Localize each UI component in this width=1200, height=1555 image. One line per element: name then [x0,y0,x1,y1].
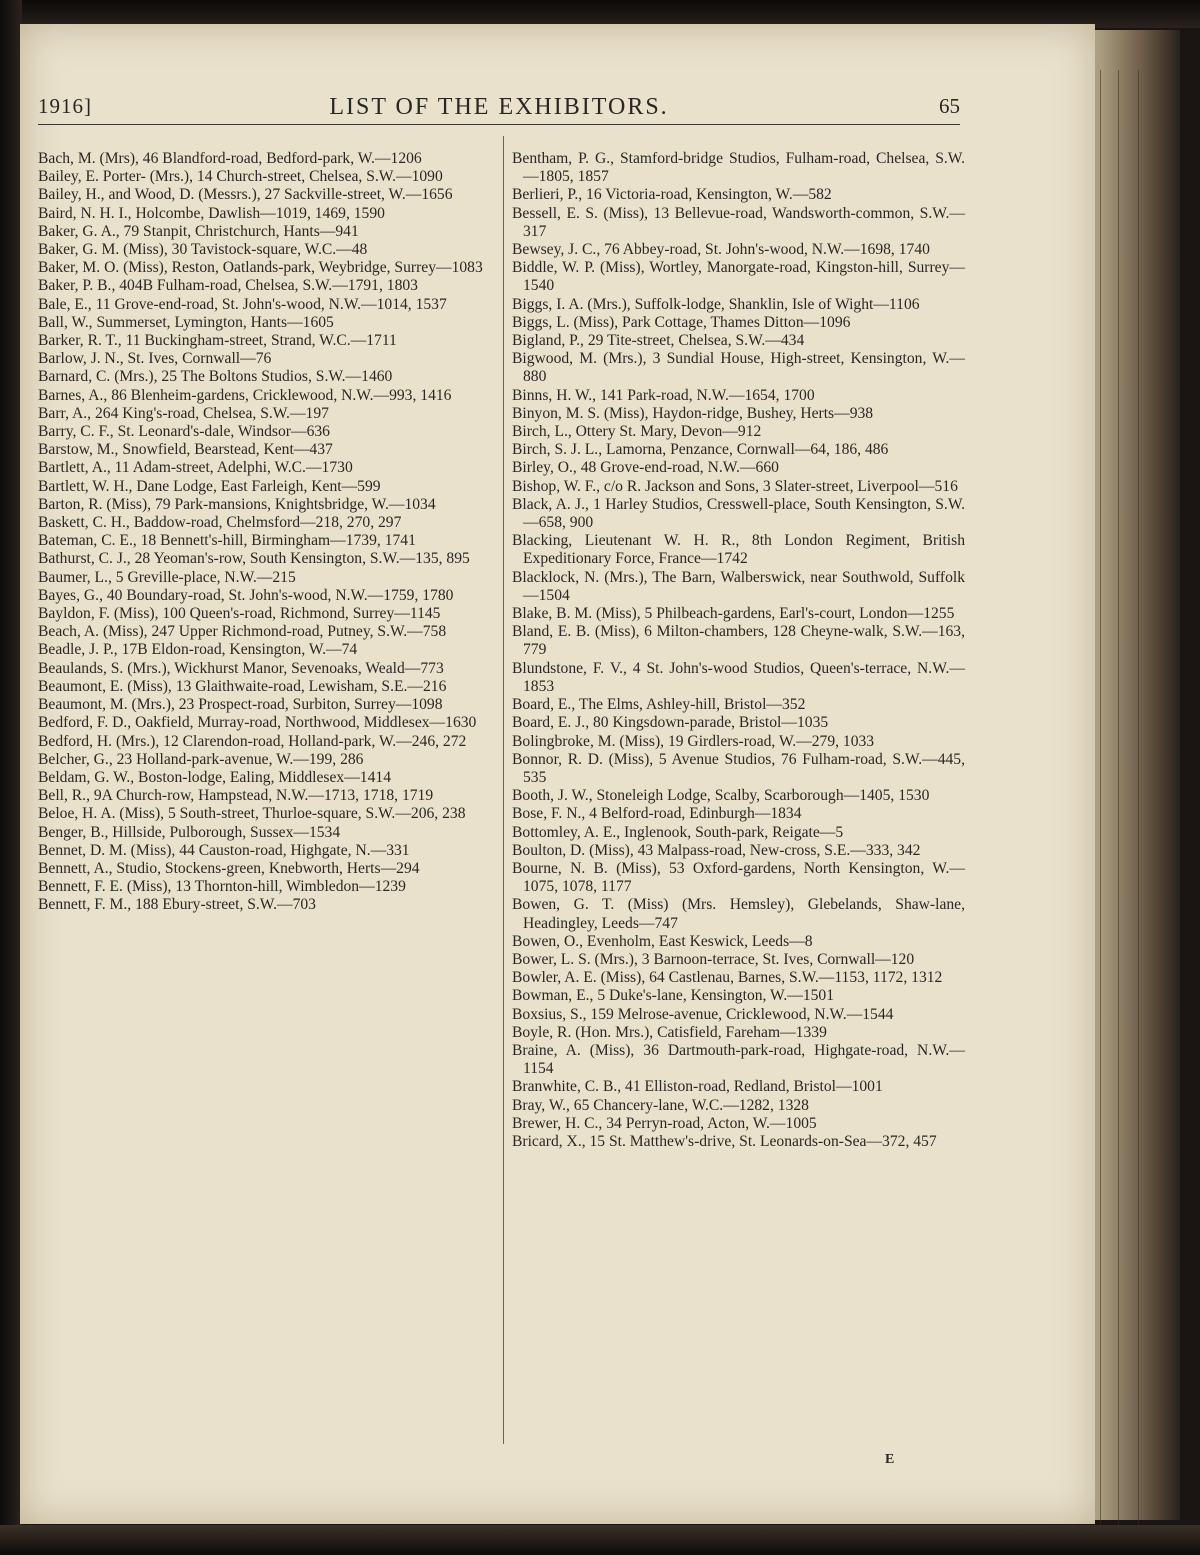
exhibitor-entry: Bedford, H. (Mrs.), 12 Clarendon-road, Holland-park, W.—246, 272 [38,732,467,750]
signature-mark: E [885,1452,895,1467]
exhibitor-entry: Birch, S. J. L., Lamorna, Penzance, Cornwall—64, 186, 486 [512,441,889,459]
book-cover-left [0,0,22,1555]
exhibitor-entry: Baskett, C. H., Baddow-road, Chelmsford—218, 270, 297 [38,514,402,532]
exhibitor-entry: Bigland, P., 29 Tite-street, Chelsea, S.W.—434 [512,332,805,350]
exhibitor-entry: Board, E., The Elms, Ashley-hill, Bristol—352 [512,696,806,714]
exhibitor-entry: Bower, L. S. (Mrs.), 3 Barnoon-terrace, St. Ives, Cornwall—120 [512,950,915,968]
exhibitor-entry: Beloe, H. A. (Miss), 5 South-street, Thurloe-square, S.W.—206, 238 [38,805,466,823]
exhibitor-entry: Baker, G. A., 79 Stanpit, Christchurch, Hants—941 [38,222,359,240]
exhibitor-entry: Bowler, A. E. (Miss), 64 Castlenau, Barnes, S.W.—1153, 1172, 1312 [512,969,943,987]
exhibitor-entry: Bach, M. (Mrs), 46 Blandford-road, Bedford-park, W.—1206 [38,150,422,167]
exhibitor-entry: Bishop, W. F., c/o R. Jackson and Sons, 3 Slater-street, Liverpool—516 [512,477,958,495]
header-rule [38,124,960,125]
exhibitor-entry: Branwhite, C. B., 41 Elliston-road, Redland, Bristol—1001 [512,1078,883,1096]
exhibitor-entry: Bedford, F. D., Oakfield, Murray-road, Northwood, Middlesex—1630 [38,714,477,732]
exhibitor-entry: Black, A. J., 1 Harley Studios, Cresswell-place, South Kensington, S.W.—658, 900 [512,495,965,532]
exhibitor-entry: Bewsey, J. C., 76 Abbey-road, St. John's-wood, N.W.—1698, 1740 [512,241,930,259]
exhibitor-entry: Binyon, M. S. (Miss), Haydon-ridge, Bushey, Herts—938 [512,404,874,422]
exhibitor-entry: Barnes, A., 86 Blenheim-gardens, Cricklewood, N.W.—993, 1416 [38,386,452,404]
exhibitor-entry: Beaumont, E. (Miss), 13 Glaithwaite-road, Lewisham, S.E.—216 [38,677,447,695]
exhibitor-entry: Blacklock, N. (Mrs.), The Barn, Walberswick, near Southwold, Suffolk—1504 [512,568,965,604]
exhibitor-entry: Bell, R., 9A Church-row, Hampstead, N.W.—1713, 1718, 1719 [38,787,434,805]
exhibitor-entry: Baker, P. B., 404B Fulham-road, Chelsea, S.W.—1791, 1803 [38,277,418,295]
exhibitor-entry: Birch, L., Ottery St. Mary, Devon—912 [512,423,762,441]
header-year: 1916] [38,94,92,118]
running-header [38,94,960,126]
exhibitor-entry: Baker, M. O. (Miss), Reston, Oatlands-park, Weybridge, Surrey—1083 [38,259,483,277]
exhibitor-entry: Bland, E. B. (Miss), 6 Milton-chambers, 128 Cheyne-walk, S.W.—163, 779 [512,623,965,659]
exhibitor-entry: Bowen, G. T. (Miss) (Mrs. Hemsley), Glebelands, Shaw-lane, Headingley, Leeds—747 [512,896,965,932]
exhibitor-entry: Bennett, A., Studio, Stockens-green, Knebworth, Herts—294 [38,859,420,877]
exhibitor-entry: Berlieri, P., 16 Victoria-road, Kensington, W.—582 [512,186,832,204]
page-number: 65 [939,94,960,118]
exhibitor-entry: Bottomley, A. E., Inglenook, South-park, Reigate—5 [512,823,844,841]
exhibitor-entry: Brewer, H. C., 34 Perryn-road, Acton, W.—1005 [512,1114,817,1132]
exhibitor-entry: Barlow, J. N., St. Ives, Cornwall—76 [38,350,272,368]
exhibitor-entry: Bose, F. N., 4 Belford-road, Edinburgh—1834 [512,805,802,823]
exhibitor-entry: Bonnor, R. D. (Miss), 5 Avenue Studios, 76 Fulham-road, S.W.—445, 535 [512,750,965,786]
exhibitor-entry: Beaumont, M. (Mrs.), 23 Prospect-road, Surbiton, Surrey—1098 [38,696,443,714]
book-cover-bottom [0,1525,1200,1555]
exhibitor-entry: Bowman, E., 5 Duke's-lane, Kensington, W.—1501 [512,987,835,1005]
exhibitor-entry: Beldam, G. W., Boston-lodge, Ealing, Middlesex—1414 [38,768,391,786]
exhibitor-entry: Bennet, D. M. (Miss), 44 Causton-road, Highgate, N.—331 [38,841,410,859]
exhibitor-entry: Barker, R. T., 11 Buckingham-street, Strand, W.C.—1711 [38,332,397,350]
exhibitor-entry: Bessell, E. S. (Miss), 13 Bellevue-road, Wandsworth-common, S.W.—317 [512,204,965,240]
exhibitor-entry: Bray, W., 65 Chancery-lane, W.C.—1282, 1328 [512,1096,809,1114]
exhibitor-entry: Benger, B., Hillside, Pulborough, Sussex—1534 [38,823,341,841]
exhibitor-entry: Bigwood, M. (Mrs.), 3 Sundial House, High-street, Kensington, W.—880 [512,350,965,386]
exhibitor-entry: Biggs, L. (Miss), Park Cottage, Thames Ditton—1096 [512,313,851,331]
exhibitor-entry: Barton, R. (Miss), 79 Park-mansions, Knightsbridge, W.—1034 [38,495,436,513]
exhibitor-entry: Boxsius, S., 159 Melrose-avenue, Cricklewood, N.W.—1544 [512,1005,894,1023]
exhibitor-entry: Bourne, N. B. (Miss), 53 Oxford-gardens, North Kensington, W.—1075, 1078, 1177 [512,859,965,896]
exhibitor-entry: Blundstone, F. V., 4 St. John's-wood Studios, Queen's-terrace, N.W.—1853 [512,659,965,695]
exhibitor-entry: Baker, G. M. (Miss), 30 Tavistock-square, W.C.—48 [38,241,368,259]
exhibitor-entry: Biggs, I. A. (Mrs.), Suffolk-lodge, Shanklin, Isle of Wight—1106 [512,295,920,313]
exhibitor-entry: Barry, C. F., St. Leonard's-dale, Windsor—636 [38,423,330,441]
exhibitor-entry: Bathurst, C. J., 28 Yeoman's-row, South Kensington, S.W.—135, 895 [38,550,470,568]
exhibitor-entry: Bailey, E. Porter- (Mrs.), 14 Church-street, Chelsea, S.W.—1090 [38,168,443,186]
exhibitor-entry: Blake, B. M. (Miss), 5 Philbeach-gardens, Earl's-court, London—1255 [512,605,955,623]
exhibitor-entry: Baumer, L., 5 Greville-place, N.W.—215 [38,568,296,586]
exhibitor-entry: Bayldon, F. (Miss), 100 Queen's-road, Richmond, Surrey—1145 [38,605,441,623]
exhibitor-entry: Belcher, G., 23 Holland-park-avenue, W.—199, 286 [38,750,364,768]
exhibitor-entry: Barr, A., 264 King's-road, Chelsea, S.W.—197 [38,404,329,422]
exhibitor-entry: Boyle, R. (Hon. Mrs.), Catisfield, Fareham—1339 [512,1023,827,1041]
exhibitor-entry: Bayes, G., 40 Boundary-road, St. John's-wood, N.W.—1759, 1780 [38,586,454,604]
exhibitor-entry: Braine, A. (Miss), 36 Dartmouth-park-road, Highgate-road, N.W.—1154 [512,1041,965,1078]
exhibitor-entry: Bailey, H., and Wood, D. (Messrs.), 27 Sackville-street, W.—1656 [38,186,453,204]
exhibitor-entry: Booth, J. W., Stoneleigh Lodge, Scalby, Scarborough—1405, 1530 [512,787,930,805]
exhibitor-entry: Blacking, Lieutenant W. H. R., 8th London Regiment, British Expeditionary Force, France—1742 [512,532,965,568]
exhibitor-entry: Birley, O., 48 Grove-end-road, N.W.—660 [512,459,779,477]
exhibitor-entry: Barnard, C. (Mrs.), 25 The Boltons Studios, S.W.—1460 [38,368,393,386]
exhibitor-entry: Beach, A. (Miss), 247 Upper Richmond-road, Putney, S.W.—758 [38,623,447,641]
exhibitor-entry: Bentham, P. G., Stamford-bridge Studios, Fulham-road, Chelsea, S.W.—1805, 1857 [512,150,965,186]
exhibitor-entry: Beadle, J. P., 17B Eldon-road, Kensington, W.—74 [38,641,358,659]
exhibitor-entry: Bateman, C. E., 18 Bennett's-hill, Birmingham—1739, 1741 [38,532,416,550]
exhibitor-entry: Bartlett, A., 11 Adam-street, Adelphi, W.C.—1730 [38,459,353,477]
exhibitor-entry: Bartlett, W. H., Dane Lodge, East Farleigh, Kent—599 [38,477,381,495]
right-column [512,150,965,1151]
exhibitor-entry: Bowen, O., Evenholm, East Keswick, Leeds—8 [512,932,813,950]
exhibitor-entry: Beaulands, S. (Mrs.), Wickhurst Manor, Sevenoaks, Weald—773 [38,659,444,677]
exhibitor-entry: Bale, E., 11 Grove-end-road, St. John's-wood, N.W.—1014, 1537 [38,295,447,313]
left-column [38,150,498,915]
exhibitor-entry: Bennett, F. E. (Miss), 13 Thornton-hill, Wimbledon—1239 [38,878,406,896]
page-title: LIST OF THE EXHIBITORS. [329,94,669,120]
exhibitor-entry: Bennett, F. M., 188 Ebury-street, S.W.—703 [38,896,316,914]
exhibitor-entry: Bricard, X., 15 St. Matthew's-drive, St. Leonards-on-Sea—372, 457 [512,1132,937,1150]
exhibitor-entry: Board, E. J., 80 Kingsdown-parade, Bristol—1035 [512,714,829,732]
exhibitor-entry: Bolingbroke, M. (Miss), 19 Girdlers-road, W.—279, 1033 [512,732,875,750]
exhibitor-entry: Boulton, D. (Miss), 43 Malpass-road, New-cross, S.E.—333, 342 [512,841,921,859]
exhibitor-entry: Baird, N. H. I., Holcombe, Dawlish—1019, 1469, 1590 [38,204,385,222]
exhibitor-entry: Barstow, M., Snowfield, Bearstead, Kent—437 [38,441,333,459]
exhibitor-entry: Binns, H. W., 141 Park-road, N.W.—1654, 1700 [512,386,815,404]
column-divider [503,136,504,1444]
exhibitor-entry: Ball, W., Summerset, Lymington, Hants—1605 [38,313,334,331]
exhibitor-entry: Biddle, W. P. (Miss), Wortley, Manorgate-road, Kingston-hill, Surrey—1540 [512,259,965,295]
